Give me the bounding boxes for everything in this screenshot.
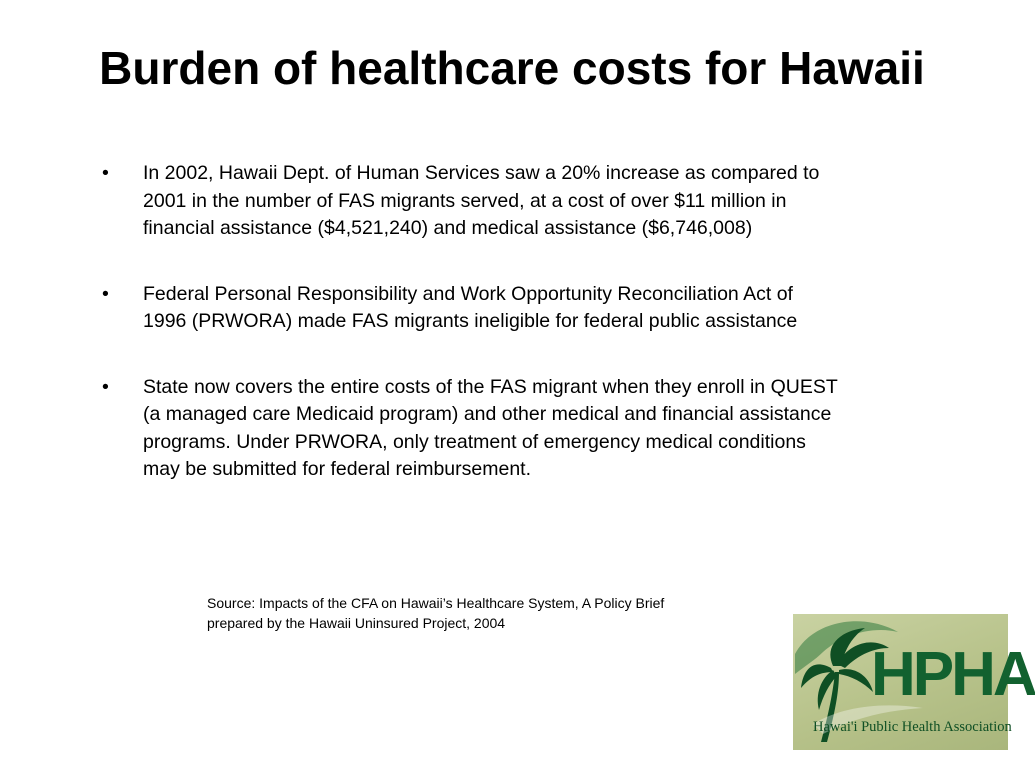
bullet-list: [100, 160, 840, 522]
bullet-text: In 2002, Hawaii Dept. of Human Services saw a 20% increase as compared to 2001 in the number of FAS migrants served, at a cost of over $11 million in financial assistance ($4,521,240) and medical assistance ($6,746,008): [143, 162, 820, 239]
source-citation: [207, 593, 797, 633]
source-line: prepared by the Hawaii Uninsured Project, 2004: [207, 615, 506, 631]
bullet-marker: •: [102, 375, 109, 398]
bullet-item: [100, 374, 840, 484]
bullet-marker: •: [102, 282, 109, 305]
logo-caption: Hawai'i Public Health Association: [813, 719, 1012, 735]
logo-wordmark: HPHA: [871, 640, 1035, 709]
bullet-text: Federal Personal Responsibility and Work Opportunity Reconciliation Act of 1996 (PRWORA) made FAS migrants ineligible for federal public assistance: [143, 282, 798, 332]
hpha-logo: [793, 614, 1035, 750]
bullet-item: [100, 281, 840, 336]
source-line: Source: Impacts of the CFA on Hawaii’s Healthcare System, A Policy Brief: [207, 595, 665, 611]
bullet-text: State now covers the entire costs of the FAS migrant when they enroll in QUEST (a managed care Medicaid program) and other medical and financial assistance programs. Under PRWORA, only treatment of emergency medical conditions may be submitted for federal reimbursement.: [143, 375, 838, 480]
bullet-item: [100, 160, 840, 243]
bullet-marker: •: [102, 162, 109, 184]
slide-title: Burden of healthcare costs for Hawaii: [99, 42, 925, 94]
